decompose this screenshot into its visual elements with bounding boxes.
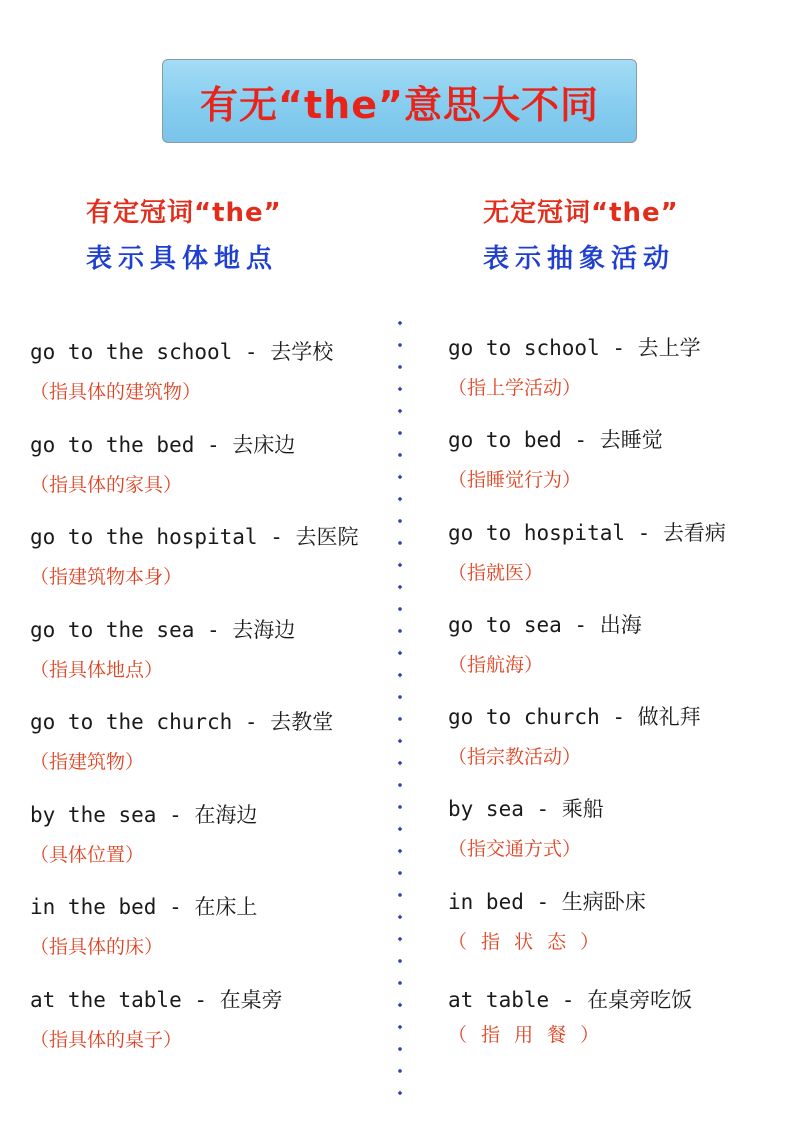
entry-phrase: go to school - 去上学 xyxy=(448,336,701,360)
right-column-header xyxy=(483,190,800,282)
left-entry xyxy=(30,523,359,590)
entry-phrase: go to the hospital - 去医院 xyxy=(30,525,359,549)
left-entry xyxy=(30,801,257,868)
right-entry xyxy=(448,888,646,955)
right-header-line1: 无定冠词“the” xyxy=(483,198,679,228)
entry-phrase: go to the church - 去教堂 xyxy=(30,710,334,734)
right-entry xyxy=(448,795,604,862)
page-title: 有无“the”意思大不同 xyxy=(200,82,599,127)
entry-phrase: at table - 在桌旁吃饭 xyxy=(448,988,693,1012)
entry-note: （指就医） xyxy=(448,562,544,584)
entry-phrase: in the bed - 在床上 xyxy=(30,895,258,919)
entry-note: （指建筑物） xyxy=(30,751,145,773)
right-entry xyxy=(448,426,663,493)
entry-phrase: go to the sea - 去海边 xyxy=(30,618,296,642)
entry-phrase: go to sea - 出海 xyxy=(448,613,642,637)
entry-note: （指交通方式） xyxy=(448,838,582,860)
dotted-divider xyxy=(397,312,403,1104)
entry-note: （指建筑物本身） xyxy=(30,566,183,588)
entry-note: （指具体的桌子） xyxy=(30,1029,183,1051)
left-entry xyxy=(30,893,257,960)
left-entry xyxy=(30,431,295,498)
right-entry xyxy=(448,703,701,770)
entry-note: （指具体的家具） xyxy=(30,474,183,496)
entry-phrase: at the table - 在桌旁 xyxy=(30,988,283,1012)
left-entry xyxy=(30,986,283,1053)
entry-note: （指具体地点） xyxy=(30,659,164,681)
entry-note: （指宗教活动） xyxy=(448,746,582,768)
title-banner xyxy=(162,59,637,143)
entry-phrase: go to church - 做礼拜 xyxy=(448,705,701,729)
entry-note: （ 指 用 餐 ） xyxy=(448,1024,604,1046)
right-entry xyxy=(448,519,726,586)
entry-note: （ 指 状 态 ） xyxy=(448,931,604,953)
right-header-line2: 表示抽象活动 xyxy=(483,244,676,274)
entry-phrase: by sea - 乘船 xyxy=(448,797,604,821)
entry-note: （指具体的床） xyxy=(30,936,164,958)
entry-note: （指上学活动） xyxy=(448,377,582,399)
left-header-line2: 表示具体地点 xyxy=(86,244,279,274)
right-entry xyxy=(448,334,701,401)
entry-phrase: in bed - 生病卧床 xyxy=(448,890,646,914)
left-entry xyxy=(30,338,333,405)
left-column-header xyxy=(86,190,446,282)
right-entry xyxy=(448,986,692,1048)
entry-note: （指具体的建筑物） xyxy=(30,381,202,403)
entry-note: （指航海） xyxy=(448,654,544,676)
entry-phrase: go to bed - 去睡觉 xyxy=(448,428,663,452)
left-entry xyxy=(30,708,333,775)
left-entry xyxy=(30,616,295,683)
entry-note: （指睡觉行为） xyxy=(448,469,582,491)
entry-note: （具体位置） xyxy=(30,844,145,866)
entry-phrase: by the sea - 在海边 xyxy=(30,803,258,827)
entry-phrase: go to the school - 去学校 xyxy=(30,340,334,364)
left-header-line1: 有定冠词“the” xyxy=(86,198,282,228)
entry-phrase: go to hospital - 去看病 xyxy=(448,521,726,545)
right-entry xyxy=(448,611,642,678)
entry-phrase: go to the bed - 去床边 xyxy=(30,433,296,457)
